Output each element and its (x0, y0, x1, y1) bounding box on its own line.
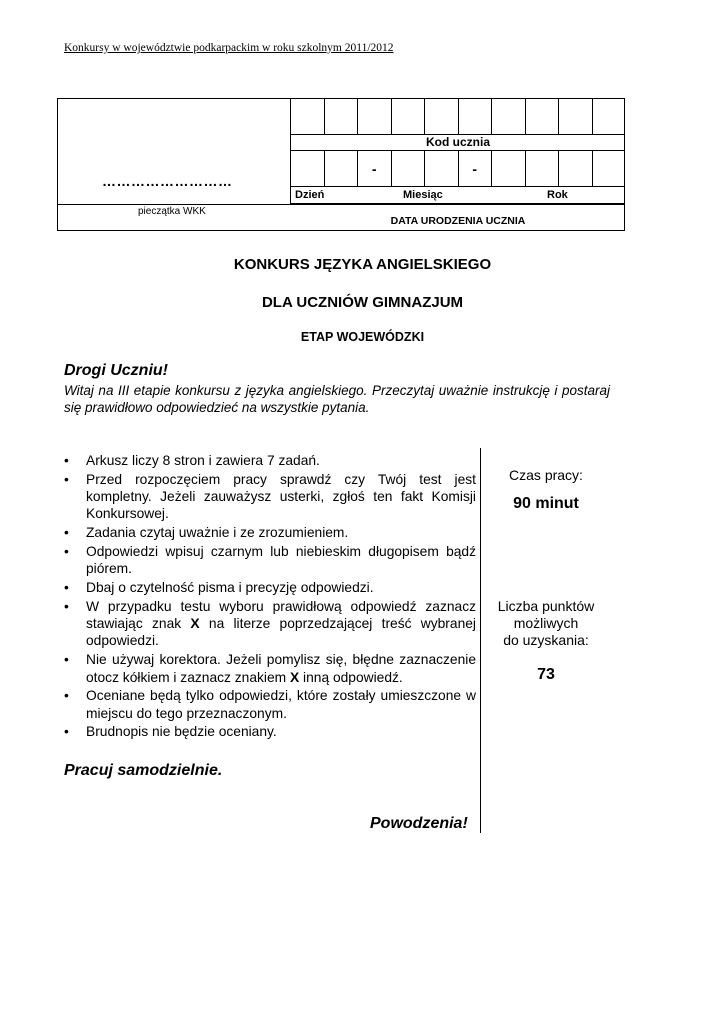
list-item (64, 598, 476, 650)
time-label: Czas pracy: (509, 467, 583, 483)
stamp-area (58, 99, 291, 204)
bullet-icon: • (64, 598, 69, 614)
points-label-1: Liczba punktów (497, 598, 595, 614)
instruction-text: Brudnopis nie będzie oceniany. (86, 724, 277, 740)
competition-header: Konkursy w województwie podkarpackim w roku szkolnym 2011/2012 (64, 42, 394, 54)
list-item (64, 687, 476, 722)
date-cell[interactable] (291, 151, 325, 187)
code-cell[interactable] (425, 99, 459, 135)
code-cell[interactable] (559, 99, 593, 135)
code-cell[interactable] (325, 99, 359, 135)
instruction-text: Arkusz liczy 8 stron i zawiera 7 zadań. (86, 453, 320, 468)
work-independently: Pracuj samodzielnie. (64, 762, 223, 779)
instruction-text: Nie używaj korektora. Jeżeli pomylisz się, błędne zaznaczenie otocz kółkiem i zaznacz znakiem X inną odpowiedź. (86, 652, 476, 685)
instruction-text: W przypadku testu wyboru prawidłową odpowiedź zaznacz stawiając znak X na literze poprzedzającej treść wybranej odpowiedzi. (86, 598, 476, 649)
code-cell[interactable] (459, 99, 493, 135)
contest-stage: ETAP WOJEWÓDZKI (300, 330, 425, 344)
points-label-3: do uzyskania: (503, 632, 589, 648)
instructions-list (64, 452, 476, 742)
list-item (64, 543, 476, 578)
intro-text: Witaj na III etapie konkursu z języka angielskiego. Przeczytaj uważnie instrukcję i postaraj się prawidłowo odpowiedzieć na wszystkie pytania. (64, 383, 610, 415)
date-cell[interactable] (325, 151, 359, 187)
date-separator: - (358, 151, 392, 187)
time-value: 90 minut (513, 495, 579, 512)
bullet-icon: • (64, 580, 69, 596)
list-item (64, 471, 476, 523)
day-label: Dzień (295, 189, 325, 201)
instruction-text: Dbaj o czytelność pisma i precyzję odpowiedzi. (86, 580, 374, 596)
code-cell[interactable] (392, 99, 426, 135)
bullet-icon: • (64, 471, 69, 487)
date-cell[interactable] (492, 151, 526, 187)
date-separator: - (459, 151, 493, 187)
bullet-icon: • (64, 525, 69, 541)
date-labels-row (291, 187, 625, 204)
good-luck: Powodzenia! (370, 815, 468, 832)
code-cell[interactable] (358, 99, 392, 135)
date-cell[interactable] (526, 151, 560, 187)
bullet-icon: • (64, 652, 69, 668)
contest-subtitle: DLA UCZNIÓW GIMNAZJUM (261, 294, 464, 311)
list-item (64, 579, 476, 596)
bullet-icon: • (64, 453, 69, 468)
student-code-grid (291, 99, 625, 204)
year-label: Rok (547, 189, 568, 201)
code-cell[interactable] (492, 99, 526, 135)
contest-title: KONKURS JĘZYKA ANGIELSKIEGO (233, 256, 492, 273)
bullet-icon: • (64, 543, 69, 559)
list-item (64, 524, 476, 541)
instruction-text: Oceniane będą tylko odpowiedzi, które zostały umieszczone w miejscu do tego przeznaczonym. (86, 688, 476, 721)
code-cells-row (291, 99, 625, 135)
date-cell[interactable] (425, 151, 459, 187)
points-label-2: możliwych (513, 615, 579, 631)
instruction-text: Odpowiedzi wpisuj czarnym lub niebieskim długopisem bądź piórem. (86, 543, 476, 577)
greeting: Drogi Uczniu! (64, 362, 168, 379)
code-cell[interactable] (526, 99, 560, 135)
code-cell[interactable] (593, 99, 626, 135)
date-cell[interactable] (593, 151, 626, 187)
bullet-icon: • (64, 724, 69, 740)
instruction-text: Przed rozpoczęciem pracy sprawdź czy Twój test jest kompletny. Jeżeli zauważysz usterki, zgłoś ten fakt Komisji Konkursowej. (86, 471, 476, 522)
student-code-label: Kod ucznia (291, 135, 625, 151)
list-item (64, 723, 476, 740)
stamp-dots: ……………………… (102, 173, 233, 189)
month-label: Miesiąc (403, 189, 443, 201)
points-value: 73 (537, 666, 555, 683)
date-cell[interactable] (392, 151, 426, 187)
stamp-label: pieczątka WKK (138, 206, 206, 217)
birthdate-label: DATA URODZENIA UCZNIA (390, 215, 526, 227)
student-id-box (57, 98, 625, 231)
bullet-icon: • (64, 688, 69, 704)
instruction-text: Zadania czytaj uważnie i ze zrozumieniem. (86, 525, 349, 541)
date-cell[interactable] (559, 151, 593, 187)
list-item (64, 452, 476, 469)
code-cell[interactable] (291, 99, 325, 135)
birthdate-cells-row (291, 151, 625, 187)
divider-line (58, 204, 624, 205)
list-item (64, 651, 476, 686)
